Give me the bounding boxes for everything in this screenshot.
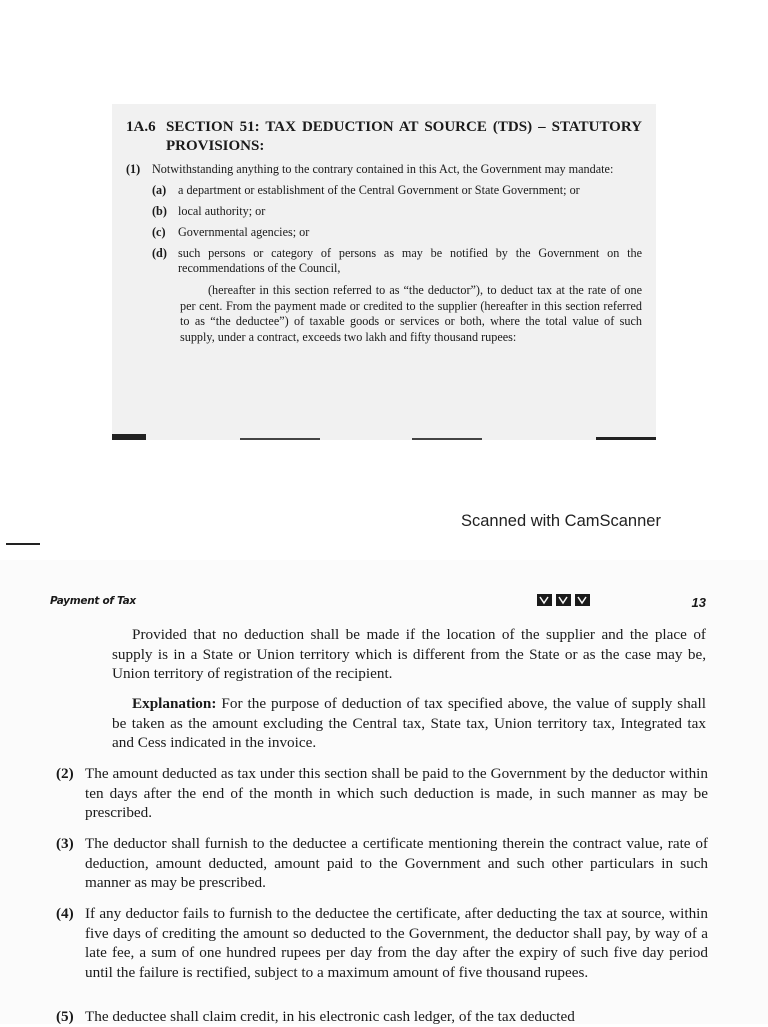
sub-item-b — [126, 204, 642, 219]
scan-edge-mark — [6, 543, 40, 545]
sub-item-text: local authority; or — [178, 204, 266, 218]
publisher-logo-icon — [536, 593, 592, 607]
explanation-label: Explanation: — [132, 695, 217, 712]
explanation-paragraph — [112, 694, 706, 753]
page-number: 13 — [691, 595, 706, 610]
sub-item-label: (d) — [152, 246, 167, 260]
proviso-paragraph: Provided that no deduction shall be made if the location of the supplier and the place of supply is in a State or Union territory which is different from the State or as the case may be, Union territory of registration of the recipient. — [112, 626, 706, 682]
item-text: The amount deducted as tax under this section shall be paid to the Government by the deductor within ten days after the end of the month in which such deduction is made, in such manner as may be prescribed. — [85, 765, 708, 821]
item-label: (5) — [56, 1008, 74, 1025]
sub-item-text: Governmental agencies; or — [178, 225, 310, 239]
scan-edge-mark — [412, 438, 482, 440]
provision-item-4 — [56, 904, 708, 982]
provision-item-1 — [126, 161, 642, 177]
item-text: The deductee shall claim credit, in his electronic cash ledger, of the tax deducted — [85, 1008, 575, 1025]
section-title: SECTION 51: TAX DEDUCTION AT SOURCE (TDS) – STATUTORY PROVISIONS: — [166, 119, 642, 154]
scan-edge-mark — [240, 438, 320, 440]
sub-item-text: a department or establishment of the Central Government or State Government; or — [178, 183, 580, 197]
page-header — [50, 595, 706, 615]
item-label: (3) — [56, 835, 74, 852]
sub-item-d — [126, 246, 642, 276]
sub-item-label: (b) — [152, 204, 167, 218]
sub-item-text: such persons or category of persons as may be notified by the Government on the recommendations of the Council, — [178, 246, 642, 275]
section-heading — [126, 118, 642, 156]
explanation-text: For the purpose of deduction of tax specified above, the value of supply shall be taken as the amount excluding the Central tax, State tax, Union territory tax, Integrated tax and Cess indicated in the invoice. — [112, 695, 706, 751]
sub-item-c — [126, 225, 642, 240]
item-label: (4) — [56, 905, 74, 922]
scanned-page-top — [112, 104, 656, 440]
sub-item-a — [126, 183, 642, 198]
running-head: Payment of Tax — [50, 595, 136, 607]
sub-item-label: (a) — [152, 183, 167, 197]
scan-edge-mark — [596, 437, 656, 440]
provision-item-2 — [56, 764, 708, 823]
scan-edge — [112, 434, 656, 440]
scanned-page-bottom — [0, 560, 768, 1024]
item-text: The deductor shall furnish to the deductee a certificate mentioning therein the contract value, rate of deduction, amount deducted, amount paid to the Government and such other particulars in such manner as may be prescribed. — [85, 835, 708, 891]
provision-item-3 — [56, 834, 708, 893]
sub-item-label: (c) — [152, 225, 166, 239]
scan-edge-mark — [112, 434, 146, 440]
section-number: 1A.6 — [126, 119, 156, 135]
item-label: (1) — [126, 162, 141, 176]
item-text: If any deductor fails to furnish to the deductee the certificate, after deducting the tax at source, within five days of crediting the amount so deducted to the Government, the deductor shall pay, by way of a late fee, a sum of one hundred rupees per day from the day after the expiry of such five day period until the failure is rectified, subject to a maximum amount of five thousand rupees. — [85, 905, 708, 981]
item-label: (2) — [56, 765, 74, 782]
item-text: Notwithstanding anything to the contrary contained in this Act, the Government may mandate: — [152, 162, 614, 176]
camscanner-watermark: Scanned with CamScanner — [461, 512, 661, 530]
continuation-paragraph: (hereafter in this section referred to as “the deductor”), to deduct tax at the rate of one per cent. From the payment made or credited to the supplier (hereafter in this section referred to as “the deductee”) of taxable goods or services or both, where the total value of such supply, under a contract, exceeds two lakh and fifty thousand rupees: — [180, 283, 642, 344]
